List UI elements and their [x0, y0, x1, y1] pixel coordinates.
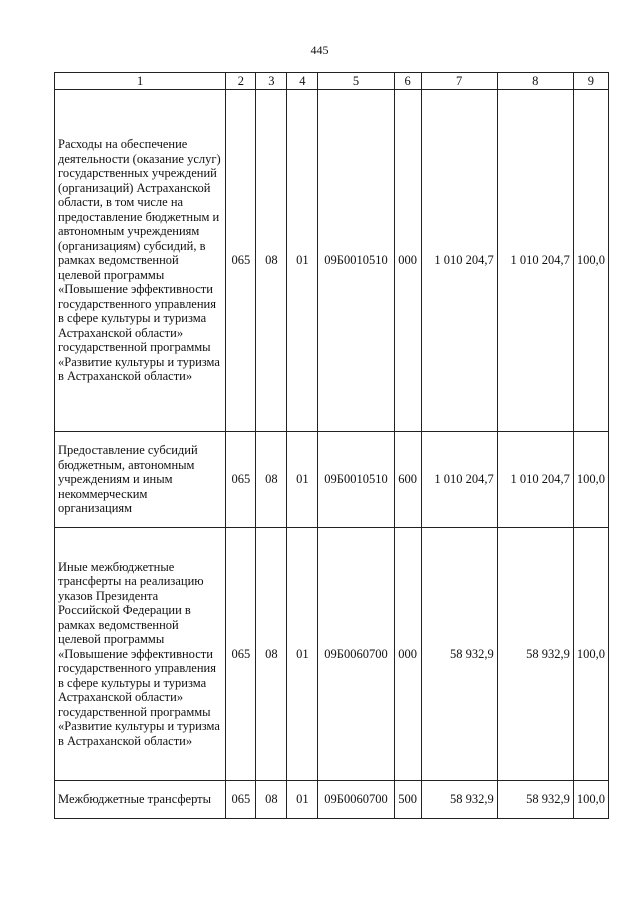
percent-cell: 100,0 — [573, 90, 608, 432]
subsection-cell: 01 — [287, 90, 318, 432]
description-cell: Межбюджетные трансферты — [55, 781, 226, 819]
subsection-cell: 01 — [287, 528, 318, 781]
description-cell: Иные межбюджетные трансферты на реализацию указов Президента Российской Федерации в рамках ведомственной целевой программы «Повышение эффективности государственного управления в сфере культуры и туризма Астраханской области» государственной программы «Развитие культуры и туризма в Астраханской области» — [55, 528, 226, 781]
target-article-cell: 09Б0010510 — [318, 90, 394, 432]
expense-type-cell: 500 — [394, 781, 421, 819]
description-cell: Предоставление субсидий бюджетным, автономным учреждениям и иным некоммерческим организациям — [55, 432, 226, 528]
subsection-cell: 01 — [287, 432, 318, 528]
section-cell: 08 — [256, 90, 287, 432]
header-cell: 7 — [421, 73, 497, 90]
description-cell: Расходы на обеспечение деятельности (оказание услуг) государственных учреждений (организаций) Астраханской области, в том числе на предоставление бюджетным и автономным учреждениям (организациям) субсидий, в рамках ведомственной целевой программы «Повышение эффективности государственного управления в сфере культуры и туризма Астраханской области» государственной программы «Развитие культуры и туризма в Астраханской области» — [55, 90, 226, 432]
header-cell: 6 — [394, 73, 421, 90]
expense-type-cell: 000 — [394, 90, 421, 432]
executed-cell: 1 010 204,7 — [497, 90, 573, 432]
amount-cell: 58 932,9 — [421, 781, 497, 819]
ministry-code-cell: 065 — [226, 432, 256, 528]
amount-cell: 1 010 204,7 — [421, 432, 497, 528]
subsection-cell: 01 — [287, 781, 318, 819]
header-row — [55, 73, 609, 90]
ministry-code-cell: 065 — [226, 781, 256, 819]
amount-cell: 58 932,9 — [421, 528, 497, 781]
header-cell: 1 — [55, 73, 226, 90]
expense-type-cell: 600 — [394, 432, 421, 528]
percent-cell: 100,0 — [573, 432, 608, 528]
budget-table — [54, 72, 609, 819]
ministry-code-cell: 065 — [226, 90, 256, 432]
header-cell: 5 — [318, 73, 394, 90]
percent-cell: 100,0 — [573, 528, 608, 781]
percent-cell: 100,0 — [573, 781, 608, 819]
table-row — [55, 781, 609, 819]
page-number: 445 — [310, 43, 329, 57]
header-cell: 4 — [287, 73, 318, 90]
header-cell: 3 — [256, 73, 287, 90]
executed-cell: 58 932,9 — [497, 781, 573, 819]
section-cell: 08 — [256, 528, 287, 781]
header-cell: 8 — [497, 73, 573, 90]
expense-type-cell: 000 — [394, 528, 421, 781]
header-cell: 2 — [226, 73, 256, 90]
amount-cell: 1 010 204,7 — [421, 90, 497, 432]
section-cell: 08 — [256, 781, 287, 819]
table-row — [55, 528, 609, 781]
target-article-cell: 09Б0010510 — [318, 432, 394, 528]
header-cell: 9 — [573, 73, 608, 90]
target-article-cell: 09Б0060700 — [318, 781, 394, 819]
table-row — [55, 90, 609, 432]
ministry-code-cell: 065 — [226, 528, 256, 781]
target-article-cell: 09Б0060700 — [318, 528, 394, 781]
executed-cell: 1 010 204,7 — [497, 432, 573, 528]
section-cell: 08 — [256, 432, 287, 528]
table-row — [55, 432, 609, 528]
executed-cell: 58 932,9 — [497, 528, 573, 781]
